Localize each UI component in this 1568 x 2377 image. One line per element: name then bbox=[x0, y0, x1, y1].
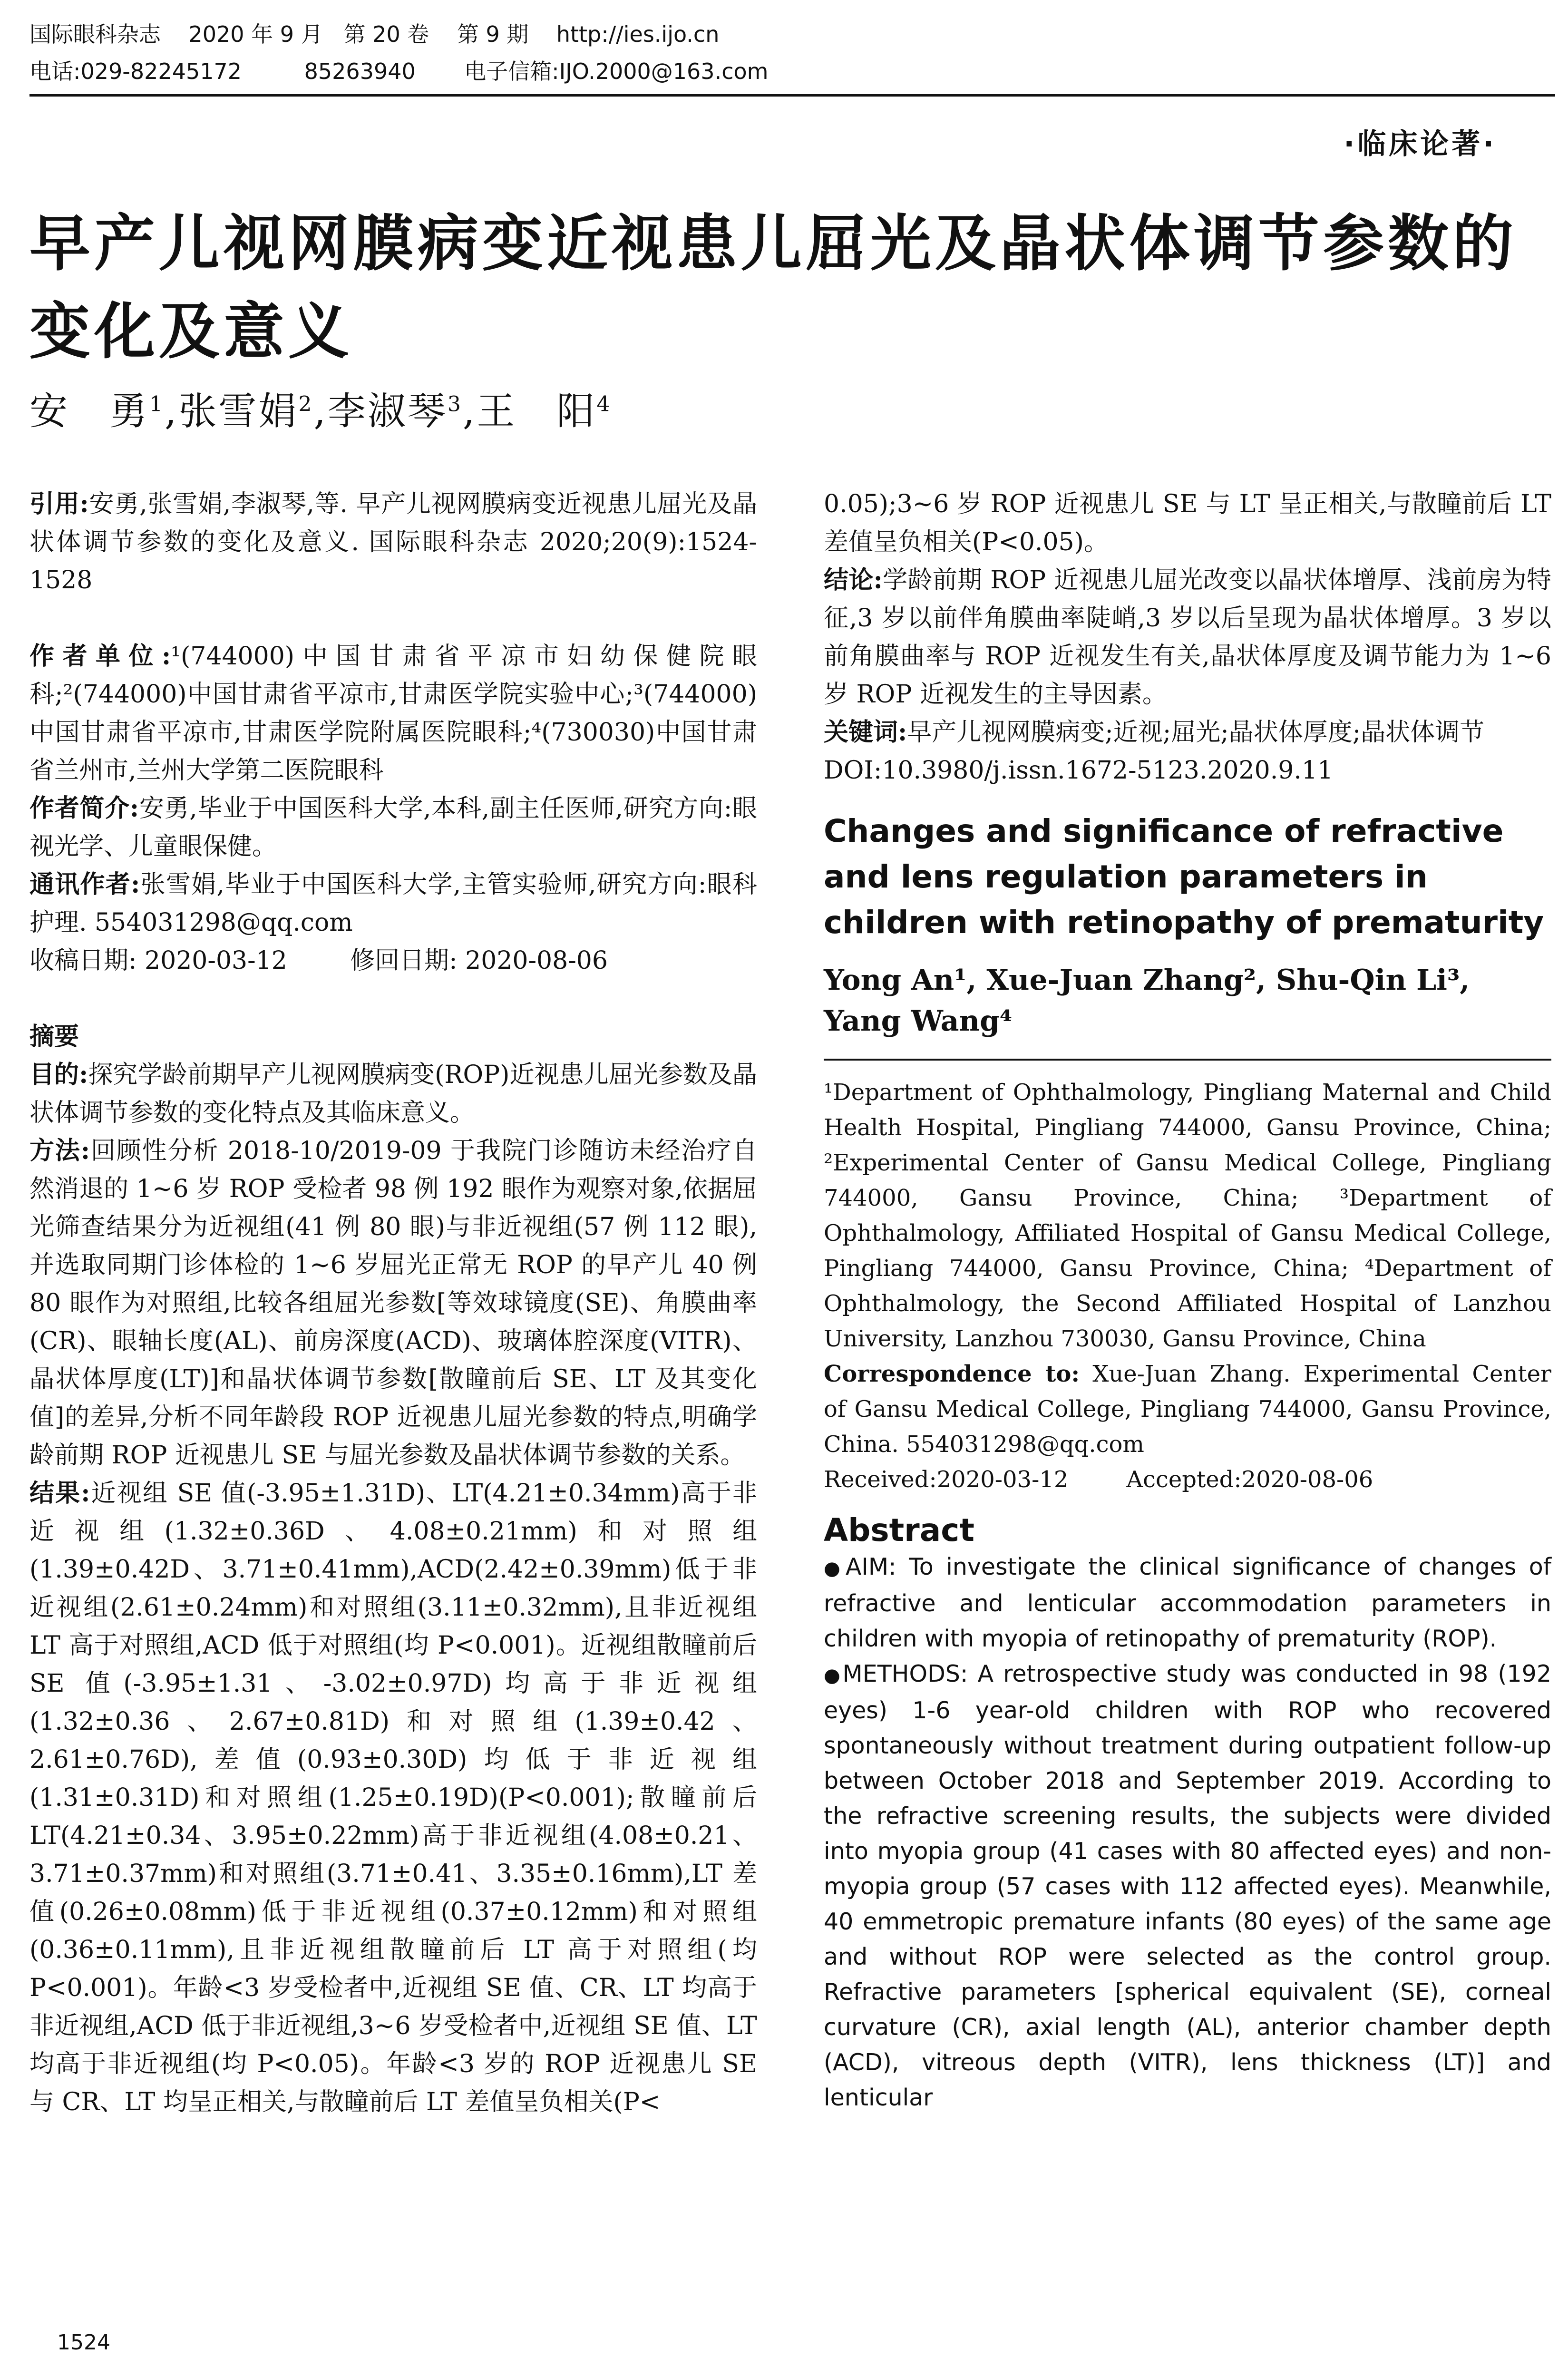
bio-text: 安勇,毕业于中国医科大学,本科,副主任医师,研究方向:眼视光学、儿童眼保健。 bbox=[29, 794, 757, 861]
abstract-conclusion-cn bbox=[824, 561, 1551, 713]
methods-label-en: METHODS: bbox=[842, 1660, 968, 1687]
author-name: 张雪娟 bbox=[178, 389, 299, 433]
conclusion-label-cn: 结论: bbox=[824, 565, 883, 594]
aim-label-en: AIM: bbox=[845, 1553, 896, 1580]
section-tag: ·临床论著· bbox=[1344, 127, 1497, 161]
affiliation bbox=[29, 637, 757, 789]
citation-label: 引用: bbox=[29, 489, 89, 518]
corresponding-author bbox=[29, 866, 757, 942]
author-list: 安 勇$^1$,张雪娟$^2$,李淑琴$^3$,王 阳$^4$ bbox=[29, 389, 612, 433]
author-name: 安 勇 bbox=[29, 389, 149, 433]
abstract-heading-en: Abstract bbox=[824, 1512, 974, 1549]
en-corr-label: Correspondence to: bbox=[824, 1361, 1080, 1387]
right-column bbox=[824, 485, 1551, 2115]
english-affiliation: ¹Department of Ophthalmology, Pingliang Maternal and Child Health Hospital, Pingliang 744000, Gansu Province, China; ²Experimental Center of Gansu Medical College, Pingliang 744000, Gansu Province, China; ³Department of Ophthalmology, Affiliated Hospital of Gansu Medical College, Pingliang 744000, Gansu Province, China; ⁴Department of Ophthalmology, the Second Affiliated Hospital of Lanzhou University, Lanzhou 730030, Gansu Province, China bbox=[824, 1079, 1551, 1352]
methods-text-en: A retrospective study was conducted in 98 (192 eyes) 1-6 year-old children with ROP who recovered spontaneously without treatment during outpatient follow-up between October 2018 and September 2019. According to the refractive screening results, the subjects were divided into myopia group (41 cases with 80 affected eyes) and non-myopia group (57 cases with 112 affected eyes). Meanwhile, 40 emmetropic premature infants (80 eyes) of the same age and without ROP were selected as the control group. Refractive parameters [spherical equivalent (SE), corneal curvature (CR), axial length (AL), anterior chamber depth (ACD), vitreous depth (VITR), lens thickness (LT)] and lenticular bbox=[824, 1660, 1552, 2111]
abstract-methods-en bbox=[824, 1656, 1551, 2115]
english-title: Changes and significance of refractive and lens regulation parameters in children with retinopathy of prematurity bbox=[824, 813, 1544, 941]
methods-text-cn: 回顾性分析 2018-10/2019-09 于我院门诊随访未经治疗自然消退的 1~6 岁 ROP 受检者 98 例 192 眼作为观察对象,依据屈光筛查结果分为近视组(41 例 80 眼)与非近视组(57 例 112 眼),并选取同期门诊体检的 1~6 岁屈光正常无 ROP 的早产儿 40 例 80 眼作为对照组,比较各组屈光参数[等效球镜度(SE)、角膜曲率(CR)、眼轴长度(AL)、前房深度(ACD)、玻璃体腔深度(VITR)、晶状体厚度(LT)]和晶状体调节参数[散瞳前后 SE、LT 及其变化值]的差异,分析不同年龄段 ROP 近视患儿屈光参数的特点,明确学龄前期 ROP 近视患儿 SE 与屈光参数及晶状体调节参数的关系。 bbox=[29, 1137, 757, 1470]
author-name: 王 阳 bbox=[477, 389, 597, 433]
left-column bbox=[29, 485, 757, 2121]
keywords-label-cn: 关键词: bbox=[824, 718, 907, 747]
english-correspondence bbox=[824, 1356, 1551, 1462]
en-corr-text: Xue-Juan Zhang. Experimental Center of Gansu Medical College, Pingliang 744000, Gansu Province, China. 554031298@qq.com bbox=[824, 1361, 1552, 1458]
aim-text-en: To investigate the clinical significance of changes of refractive and lenticular accommodation parameters in children with myopia of retinopathy of prematurity (ROP). bbox=[824, 1553, 1551, 1652]
results-continued-cn: 0.05);3~6 岁 ROP 近视患儿 SE 与 LT 呈正相关,与散瞳前后 LT 差值呈负相关(P<0.05)。 bbox=[824, 490, 1551, 556]
bio-label: 作者简介: bbox=[29, 794, 139, 823]
article-title: 早产儿视网膜病变近视患儿屈光及晶状体调节参数的变化及意义 bbox=[29, 208, 1518, 367]
aim-label-cn: 目的: bbox=[29, 1060, 88, 1089]
journal-header-line2: 电话:029-82245172 85263940 电子信箱:IJO.2000@163.com bbox=[29, 58, 769, 84]
header-rule bbox=[29, 94, 1555, 97]
author-affil-mark: 2 bbox=[298, 392, 314, 417]
results-label-cn: 结果: bbox=[29, 1479, 90, 1508]
conclusion-text-cn: 学龄前期 ROP 近视患儿屈光改变以晶状体增厚、浅前房为特征,3 岁以前伴角膜曲率陡峭,3 岁以后呈现为晶状体增厚。3 岁以前角膜曲率与 ROP 近视发生有关,晶状体厚度及调节能力为 1~6 岁 ROP 近视发生的主导因素。 bbox=[824, 566, 1551, 709]
author-name: 李淑琴 bbox=[327, 389, 448, 433]
keywords-text-cn: 早产儿视网膜病变;近视;屈光;晶状体厚度;晶状体调节 bbox=[907, 718, 1485, 747]
affiliation-text: ¹(744000)中国甘肃省平凉市妇幼保健院眼科;²(744000)中国甘肃省平凉市,甘肃医学院实验中心;³(744000)中国甘肃省平凉市,甘肃医学院附属医院眼科;⁴(730030)中国甘肃省兰州市,兰州大学第二医院眼科 bbox=[29, 642, 757, 785]
journal-header-line1: 国际眼科杂志 2020 年 9 月 第 20 卷 第 9 期 http://ies.ijo.cn bbox=[29, 21, 720, 47]
author-affil-mark: 4 bbox=[596, 392, 612, 417]
bullet-icon: ● bbox=[824, 1558, 846, 1579]
aim-text-cn: 探究学龄前期早产儿视网膜病变(ROP)近视患儿屈光参数及晶状体调节参数的变化特点及其临床意义。 bbox=[29, 1061, 757, 1127]
abstract-heading-cn: 摘要 bbox=[29, 1022, 79, 1051]
keywords-cn bbox=[824, 713, 1551, 751]
abstract-aim-en bbox=[824, 1549, 1551, 1656]
corr-text: 张雪娟,毕业于中国医科大学,主管实验师,研究方向:眼科护理. 554031298@qq.com bbox=[29, 870, 758, 937]
abstract-aim-cn bbox=[29, 1056, 757, 1132]
received-dates: 收稿日期: 2020-03-12 修回日期: 2020-08-06 bbox=[29, 946, 608, 975]
bullet-icon: ● bbox=[824, 1665, 843, 1686]
results-text-cn: 近视组 SE 值(-3.95±1.31D)、LT(4.21±0.34mm)高于非近视组(1.32±0.36D、4.08±0.21mm)和对照组(1.39±0.42D、3.71±0.41mm),ACD(2.42±0.39mm)低于非近视组(2.61±0.24mm)和对照组(3.11±0.32mm),且非近视组 LT 高于对照组,ACD 低于对照组(均 P<0.001)。近视组散瞳前后 SE 值(-3.95±1.31、-3.02±0.97D)均高于非近视组(1.32±0.36、2.67±0.81D)和对照组(1.39±0.42、2.61±0.76D),差值(0.93±0.30D)均低于非近视组(1.31±0.31D)和对照组(1.25±0.19D)(P<0.001);散瞳前后 LT(4.21±0.34、3.95±0.22mm)高于非近视组(4.08±0.21、3.71±0.37mm)和对照组(3.71±0.41、3.35±0.16mm),LT 差值(0.26±0.08mm)低于非近视组(0.37±0.12mm)和对照组(0.36±0.11mm),且非近视组散瞳前后 LT 高于对照组(均 P<0.001)。年龄<3 岁受检者中,近视组 SE 值、CR、LT 均高于非近视组,ACD 低于非近视组,3~6 岁受检者中,近视组 SE 值、LT 均高于非近视组(均 P<0.05)。年龄<3 岁的 ROP 近视患儿 SE 与 CR、LT 均呈正相关,与散瞳前后 LT 差值呈负相关(P< bbox=[29, 1479, 757, 2116]
english-authors: Yong An¹, Xue-Juan Zhang², Shu-Qin Li³, Yang Wang⁴ bbox=[824, 964, 1470, 1038]
citation-text: 安勇,张雪娟,李淑琴,等. 早产儿视网膜病变近视患儿屈光及晶状体调节参数的变化及意义. 国际眼科杂志 2020;20(9):1524-1528 bbox=[29, 490, 757, 594]
affiliation-label: 作者单位: bbox=[29, 642, 171, 671]
corr-label: 通讯作者: bbox=[29, 870, 140, 899]
doi: DOI:10.3980/j.issn.1672-5123.2020.9.11 bbox=[824, 756, 1334, 785]
methods-label-cn: 方法: bbox=[29, 1136, 90, 1165]
citation bbox=[29, 485, 757, 599]
author-divider bbox=[824, 1059, 1551, 1061]
author-affil-mark: 3 bbox=[447, 392, 463, 417]
page-number: 1524 bbox=[57, 2330, 110, 2355]
author-affil-mark: 1 bbox=[149, 392, 165, 417]
author-bio bbox=[29, 789, 757, 866]
abstract-methods-cn bbox=[29, 1132, 757, 1474]
abstract-results-cn bbox=[29, 1474, 757, 2121]
english-dates: Received:2020-03-12 Accepted:2020-08-06 bbox=[824, 1466, 1373, 1493]
